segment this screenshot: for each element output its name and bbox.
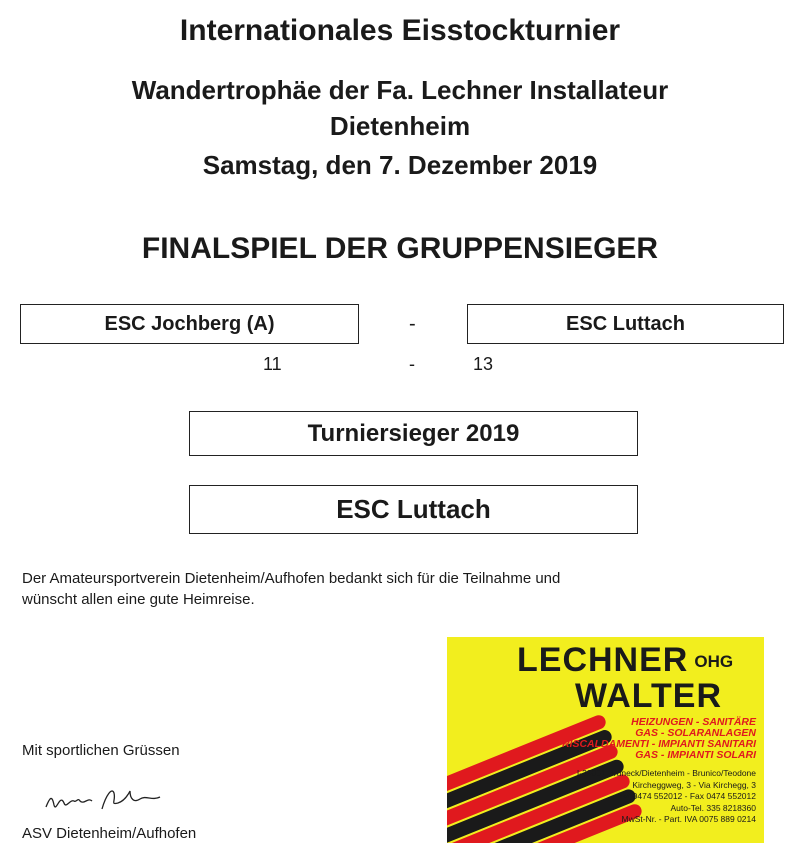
sponsor-ad	[447, 637, 764, 843]
ad-mobile: Auto-Tel. 335 8218360	[670, 802, 756, 813]
club-name: ASV Dietenheim/Aufhofen	[22, 825, 197, 842]
ad-address-line-2: Kirchegg​weg, 3 - Via Kirchegg, 3	[632, 779, 756, 790]
ad-address-line-1: I-39031 Bruneck/Dietenheim - Brunico/Teodone	[576, 768, 756, 778]
ad-company-line-2: WALTER	[575, 677, 723, 715]
ad-address	[577, 768, 756, 826]
trophy-subtitle	[0, 72, 800, 144]
team-separator: -	[409, 313, 416, 335]
location-line: Dietenheim	[329, 111, 471, 141]
winner-name: ESC Luttach	[336, 494, 491, 524]
closing-greeting: Mit sportlichen Grüssen	[22, 742, 180, 759]
document-title: Internationales Eisstockturnier	[179, 14, 621, 47]
ad-service-1: HEIZUNGEN - SANITÄRE	[631, 716, 756, 728]
final-heading: FINALSPIEL DER GRUPPENSIEGER	[141, 232, 659, 265]
score-team-a: 11	[263, 354, 282, 374]
ad-service-2: GAS - SOLARANLAGEN	[635, 727, 756, 739]
ad-lechner: LECHNER	[517, 641, 689, 679]
team-a-name: ESC Jochberg (A)	[104, 312, 275, 335]
team-a-box	[20, 304, 359, 344]
thanks-line-1: Der Amateursportverein Dietenheim/Aufhofen bedankt sich für die Teilnahme und	[22, 570, 561, 587]
ad-vat: MwSt-Nr. - Part. IVA 0075 889 0214	[621, 814, 756, 824]
score-separator: -	[409, 354, 415, 374]
score-team-b: 13	[473, 354, 494, 374]
team-b-name: ESC Luttach	[566, 312, 685, 335]
ad-phone: ☎ 0474 552012 - Fax 0474 552012	[619, 791, 756, 801]
signature-image	[40, 775, 170, 825]
event-date: Samstag, den 7. Dezember 2019	[202, 150, 598, 180]
ad-services	[562, 717, 756, 761]
ad-company-line-1	[517, 641, 733, 680]
winner-label-box	[189, 411, 638, 456]
ad-service-3: RISCALDAMENTI - IMPIANTI SANITARI	[561, 738, 756, 750]
winner-label: Turniersieger 2019	[307, 419, 520, 447]
ad-ohg: OHG	[694, 652, 734, 672]
trophy-line: Wandertrophäe der Fa. Lechner Installateur	[131, 75, 669, 105]
team-b-box	[467, 304, 784, 344]
winner-name-box	[189, 485, 638, 534]
ad-service-4: GAS - IMPIANTI SOLARI	[635, 749, 756, 761]
thanks-paragraph	[22, 568, 682, 610]
thanks-line-2: wünscht allen eine gute Heimreise.	[22, 591, 255, 608]
